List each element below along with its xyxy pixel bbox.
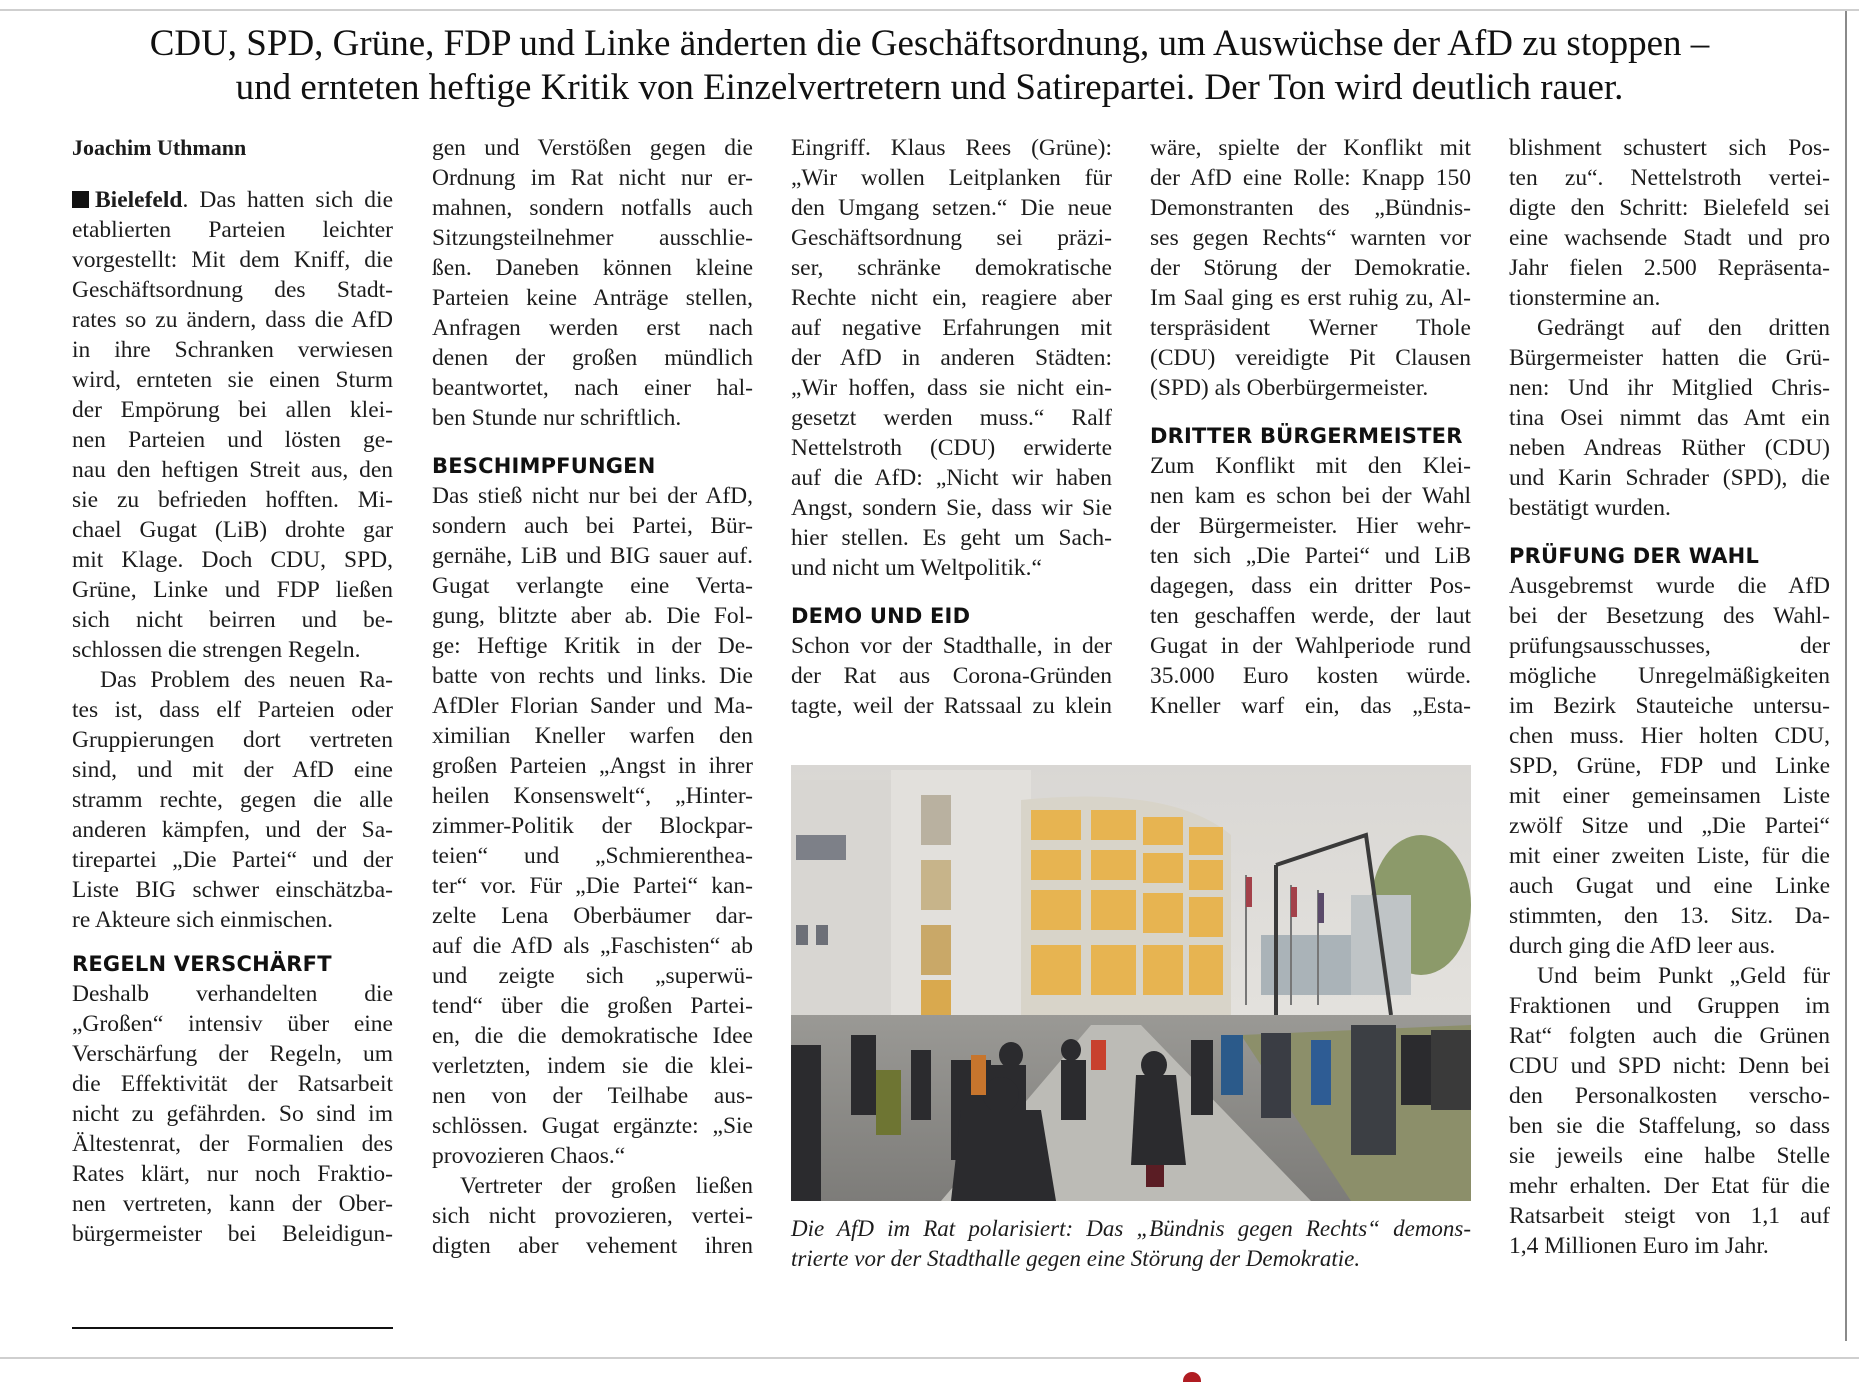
text-line: Bürgermeister hatten die Grü-: [1509, 345, 1830, 371]
text-line: Geschäftsordnung sei präzi-: [791, 225, 1112, 251]
text-line: vorgestellt: Mit dem Kniff, die: [72, 247, 393, 273]
photo-caption: [791, 1214, 1471, 1274]
text-line: Deshalb verhandelten die: [72, 981, 393, 1007]
text-line: ßen. Daneben können kleine: [432, 255, 753, 281]
bottom-rule: [0, 1357, 1859, 1359]
text-line: mit einer zweiten Liste, für die: [1509, 843, 1830, 869]
text-line: sie zu befrieden hofften. Mi-: [72, 487, 393, 513]
text-line: teien“ und „Schmierenthea-: [432, 843, 753, 869]
text-line: Angst, sondern Sie, dass wir Sie: [791, 495, 1112, 521]
text-line: Rates klärt, nur noch Fraktio-: [72, 1161, 393, 1187]
text-line: auf negative Erfahrungen mit: [791, 315, 1112, 341]
text-line: mehr erhalten. Der Etat für die: [1509, 1173, 1830, 1199]
text-line: bei der Besetzung des Wahl-: [1509, 603, 1830, 629]
text-line: stimmten, den 13. Sitz. Da-: [1509, 903, 1830, 929]
text-line: Fraktionen und Gruppen im: [1509, 993, 1830, 1019]
author-byline: Joachim Uthmann: [72, 135, 247, 160]
text-line: dagegen, dass ein dritter Pos-: [1150, 573, 1471, 599]
col2-paragraph-2: [432, 481, 753, 1171]
text-line: Geschäftsordnung des Stadt-: [72, 277, 393, 303]
text-line: Vertreter der großen ließen: [460, 1173, 753, 1199]
text-line: Das stieß nicht nur bei der AfD,: [432, 483, 753, 509]
text-line: schlossen die strengen Regeln.: [72, 637, 361, 663]
text-line: sich nicht provozieren, vertei-: [432, 1203, 753, 1229]
text-line: durch ging die AfD leer aus.: [1509, 933, 1776, 959]
text-line: den Umgang setzen.“ Die neue: [791, 195, 1112, 221]
text-line: in ihre Schranken verwiesen: [72, 337, 393, 363]
text-line: ten sich „Die Partei“ und LiB: [1150, 543, 1471, 569]
photo-demonstration-stadthalle: [791, 765, 1471, 1201]
text-line: anderen kämpfen, und der Sa-: [72, 817, 393, 843]
text-line: provozieren Chaos.“: [432, 1143, 626, 1169]
text-line: ter“ vor. Für „Die Partei“ kan-: [432, 873, 753, 899]
text-line: nen von der Teilhabe aus-: [432, 1083, 753, 1109]
text-line: neben Andreas Rüther (CDU): [1509, 435, 1830, 461]
text-line: rates so zu ändern, dass die AfD: [72, 307, 393, 333]
text-line: tionstermine an.: [1509, 285, 1661, 311]
text-line: tend“ über die großen Partei-: [432, 993, 753, 1019]
text-line: nen Parteien und lösten ge-: [72, 427, 393, 453]
text-line: der Rat aus Corona-Gründen: [791, 663, 1112, 689]
text-line: AfDler Florian Sander und Ma-: [432, 693, 753, 719]
col2-paragraph-3: [432, 1171, 753, 1261]
text-line: die Effektivität der Ratsarbeit: [72, 1071, 393, 1097]
text-line: Sitzungsteilnehmer ausschlie-: [432, 225, 753, 251]
text-line: Grüne, Linke und FDP ließen: [72, 577, 393, 603]
text-line: sind, und mit der AfD eine: [72, 757, 393, 783]
text-line: auf die AfD: „Nicht wir haben: [791, 465, 1112, 491]
text-line: stramm rechte, gegen die alle: [72, 787, 393, 813]
text-line: der AfD eine Rolle: Knapp 150: [1150, 165, 1471, 191]
text-line: bestätigt wurden.: [1509, 495, 1671, 521]
col1-paragraph-1: [72, 215, 393, 665]
article-column-3: [791, 133, 1112, 721]
text-line: Eingriff. Klaus Rees (Grüne):: [791, 135, 1112, 161]
text-line: „Großen“ intensiv über eine: [72, 1011, 393, 1037]
text-line: tagte, weil der Ratssaal zu klein: [791, 693, 1112, 719]
text-line: gen und Verstößen gegen die: [432, 135, 753, 161]
text-line: en, die die demokratische Idee: [432, 1023, 753, 1049]
text-line: tes ist, dass elf Parteien oder: [72, 697, 393, 723]
text-line: nicht zu gefährden. So sind im: [72, 1101, 393, 1127]
text-line: (CDU) vereidigte Pit Clausen: [1150, 345, 1471, 371]
col3-paragraph-2: [791, 631, 1112, 721]
text-line: sie jeweils eine halbe Stelle: [1509, 1143, 1830, 1169]
headline-line-1: CDU, SPD, Grüne, FDP und Linke änderten die Geschäftsordnung, um Auswüchse der AfD zu stoppen –: [149, 23, 1710, 64]
text-line: Ausgebremst wurde die AfD: [1509, 573, 1830, 599]
col4-paragraph-1: [1150, 133, 1471, 403]
dateline-square-icon: [72, 191, 89, 208]
text-line: „Wir hoffen, dass sie nicht ein-: [791, 375, 1112, 401]
column-end-rule: [72, 1327, 393, 1329]
text-line: Anfragen werden erst nach: [432, 315, 753, 341]
text-line: wäre, spielte der Konflikt mit: [1150, 135, 1471, 161]
text-line: den Personalkosten verscho-: [1509, 1083, 1830, 1109]
col5-paragraph-4: [1509, 961, 1830, 1261]
text-line: prüfungsausschusses, der: [1509, 633, 1830, 659]
text-line: nen kam es schon bei der Wahl: [1150, 483, 1471, 509]
text-line: auch Gugat und eine Linke: [1509, 873, 1830, 899]
text-line: mahnen, sondern notfalls auch: [432, 195, 753, 221]
caption-line-2: trierte vor der Stadthalle gegen eine Störung der Demokratie.: [791, 1246, 1361, 1271]
text-line: heilen Konsenswelt“, „Hinter-: [432, 783, 753, 809]
text-line: nau den heftigen Streit aus, den: [72, 457, 393, 483]
text-line: Ratsarbeit steigt von 1,1 auf: [1509, 1203, 1830, 1229]
text-line: tina Osei nimmt das Amt ein: [1509, 405, 1830, 431]
text-line: Jahr fielen 2.500 Repräsenta-: [1509, 255, 1830, 281]
text-line: eine wachsende Stadt und pro: [1509, 225, 1830, 251]
text-line: und zeigte sich „superwü-: [432, 963, 753, 989]
text-line: zimmer-Politik der Blockpar-: [432, 813, 753, 839]
subhead-dritter-buergermeister: DRITTER BÜRGERMEISTER: [1150, 424, 1463, 448]
text-line: der AfD in anderen Städten:: [791, 345, 1112, 371]
top-rule: [0, 9, 1859, 11]
text-line: ten zu“. Nettelstroth vertei-: [1509, 165, 1830, 191]
text-line: gung, blitzte aber ab. Die Fol-: [432, 603, 753, 629]
text-line: re Akteure sich einmischen.: [72, 907, 334, 933]
text-line: (SPD) als Oberbürgermeister.: [1150, 375, 1429, 401]
text-line: Kneller warf ein, das „Esta-: [1150, 693, 1471, 719]
text-line: Zum Konflikt mit den Klei-: [1150, 453, 1471, 479]
text-line: mit Klage. Doch CDU, SPD,: [72, 547, 393, 573]
headline: [0, 22, 1859, 110]
text-line: nen vertreten, kann der Ober-: [72, 1191, 393, 1217]
text-line: hier stellen. Es geht um Sach-: [791, 525, 1112, 551]
text-line: Ordnung im Rat nicht nur er-: [432, 165, 753, 191]
text-line: digten aber vehement ihren: [432, 1233, 753, 1259]
text-line: wird, ernteten sie einen Sturm: [72, 367, 393, 393]
text-line: ten geschaffen werde, der laut: [1150, 603, 1471, 629]
text-line: ses gegen Rechts“ warnten vor: [1150, 225, 1471, 251]
text-line: mit einer gemeinsamen Liste: [1509, 783, 1830, 809]
text-line: Gruppierungen dort vertreten: [72, 727, 393, 753]
text-line: ben Stunde nur schriftlich.: [432, 405, 682, 431]
headline-line-2: und ernteten heftige Kritik von Einzelvertretern und Satirepartei. Der Ton wird deutlich rauer.: [235, 67, 1624, 108]
text-line: nen: Und ihr Mitglied Chris-: [1509, 375, 1830, 401]
text-line: 35.000 Euro kosten würde.: [1150, 663, 1471, 689]
article-column-4: [1150, 133, 1471, 721]
text-line: tirepartei „Die Partei“ und der: [72, 847, 393, 873]
text-line: Nettelstroth (CDU) erwiderte: [791, 435, 1112, 461]
text-line: denen der großen mündlich: [432, 345, 753, 371]
text-line: Rat“ folgten auch die Grünen: [1509, 1023, 1830, 1049]
subhead-demo-und-eid: DEMO UND EID: [791, 604, 971, 628]
col4-paragraph-2: [1150, 451, 1471, 721]
text-line: schlössen. Gugat ergänzte: „Sie: [432, 1113, 753, 1139]
text-line: verletzten, indem sie die klei-: [432, 1053, 753, 1079]
text-line: Parteien keine Anträge stellen,: [432, 285, 753, 311]
text-line: Liste BIG schwer einschätzba-: [72, 877, 393, 903]
text-line: gernähe, LiB und BIG sauer auf.: [432, 543, 753, 569]
text-line: digte den Schritt: Bielefeld sei: [1509, 195, 1830, 221]
subhead-regeln-verschaerft: REGELN VERSCHÄRFT: [72, 952, 332, 976]
text-line: der Bürgermeister. Hier wehr-: [1150, 513, 1471, 539]
text-line: und nicht um Weltpolitik.“: [791, 555, 1042, 581]
article-column-5: [1509, 133, 1830, 1261]
text-line: chael Gugat (LiB) drohte gar: [72, 517, 393, 543]
text-line: Demonstranten des „Bündnis-: [1150, 195, 1471, 221]
text-line: Gugat in der Wahlperiode rund: [1150, 633, 1471, 659]
subhead-beschimpfungen: BESCHIMPFUNGEN: [432, 454, 656, 478]
col5-paragraph-3: [1509, 571, 1830, 961]
text-line: Rechte nicht ein, reagiere aber: [791, 285, 1112, 311]
col5-paragraph-1: [1509, 133, 1830, 313]
text-line: zwölf Sitze und „Die Partei“: [1509, 813, 1830, 839]
text-line: zelte Lena Oberbäumer dar-: [432, 903, 753, 929]
text-line: terspräsident Werner Thole: [1150, 315, 1471, 341]
text-line: der Störung der Demokratie.: [1150, 255, 1471, 281]
text-line: blishment schustert sich Pos-: [1509, 135, 1830, 161]
text-line: gesetzt werden muss.“ Ralf: [791, 405, 1112, 431]
article-column-2: [432, 133, 753, 1261]
text-line: Gedrängt auf den dritten: [1537, 315, 1830, 341]
text-line: ge: Heftige Kritik in der De-: [432, 633, 753, 659]
text-line: Gugat verlangte eine Verta-: [432, 573, 753, 599]
text-line: Das Problem des neuen Ra-: [100, 667, 393, 693]
text-line: ximilian Kneller warfen den: [432, 723, 753, 749]
text-line: sondern auch bei Partei, Bür-: [432, 513, 753, 539]
text-line: bürgermeister bei Beleidigun-: [72, 1221, 393, 1247]
text-line: sich nicht beirren und be-: [72, 607, 393, 633]
text-line: „Wir wollen Leitplanken für: [791, 165, 1112, 191]
text-line: Und beim Punkt „Geld für: [1537, 963, 1830, 989]
dateline: Bielefeld: [95, 187, 183, 213]
article-photo: [791, 765, 1471, 1201]
article-column-1: [72, 133, 393, 1249]
subhead-pruefung-der-wahl: PRÜFUNG DER WAHL: [1509, 544, 1760, 568]
text-line: CDU und SPD nicht: Denn bei: [1509, 1053, 1830, 1079]
text-line: im Bezirk Stauteiche untersu-: [1509, 693, 1830, 719]
right-rule: [1845, 11, 1847, 1341]
text-line: 1,4 Millionen Euro im Jahr.: [1509, 1233, 1769, 1259]
col3-paragraph-1: [791, 133, 1112, 583]
text-line: Ältestenrat, der Formalien des: [72, 1131, 393, 1157]
text-line: mögliche Unregelmäßigkeiten: [1509, 663, 1830, 689]
text-line: großen Parteien „Angst in ihrer: [432, 753, 753, 779]
text-line: und Karin Schrader (SPD), die: [1509, 465, 1830, 491]
col2-paragraph-1: [432, 133, 753, 433]
lead-line: Bielefeld. Das hatten sich die: [72, 185, 393, 215]
text-line: ben sie die Staffelung, so dass: [1509, 1113, 1830, 1139]
text-line: Verschärfung der Regeln, um: [72, 1041, 393, 1067]
col1-paragraph-2: [72, 665, 393, 935]
text-line: etablierten Parteien leichter: [72, 217, 393, 243]
col1-paragraph-3: [72, 979, 393, 1249]
text-line: ser, schränke demokratische: [791, 255, 1112, 281]
caption-line-1: Die AfD im Rat polarisiert: Das „Bündnis gegen Rechts“ demons-: [791, 1216, 1471, 1241]
col5-paragraph-2: [1509, 313, 1830, 523]
text-line: der Empörung bei allen klei-: [72, 397, 393, 423]
red-page-marker-icon: [1183, 1372, 1201, 1382]
text-line: Im Saal ging es erst ruhig zu, Al-: [1150, 285, 1471, 311]
text-line: SPD, Grüne, FDP und Linke: [1509, 753, 1830, 779]
text-line: Schon vor der Stadthalle, in der: [791, 633, 1112, 659]
text-line: chen muss. Hier holten CDU,: [1509, 723, 1830, 749]
text-line: batte von rechts und links. Die: [432, 663, 753, 689]
text-line: beantwortet, nach einer hal-: [432, 375, 753, 401]
text-line: auf die AfD als „Faschisten“ ab: [432, 933, 753, 959]
